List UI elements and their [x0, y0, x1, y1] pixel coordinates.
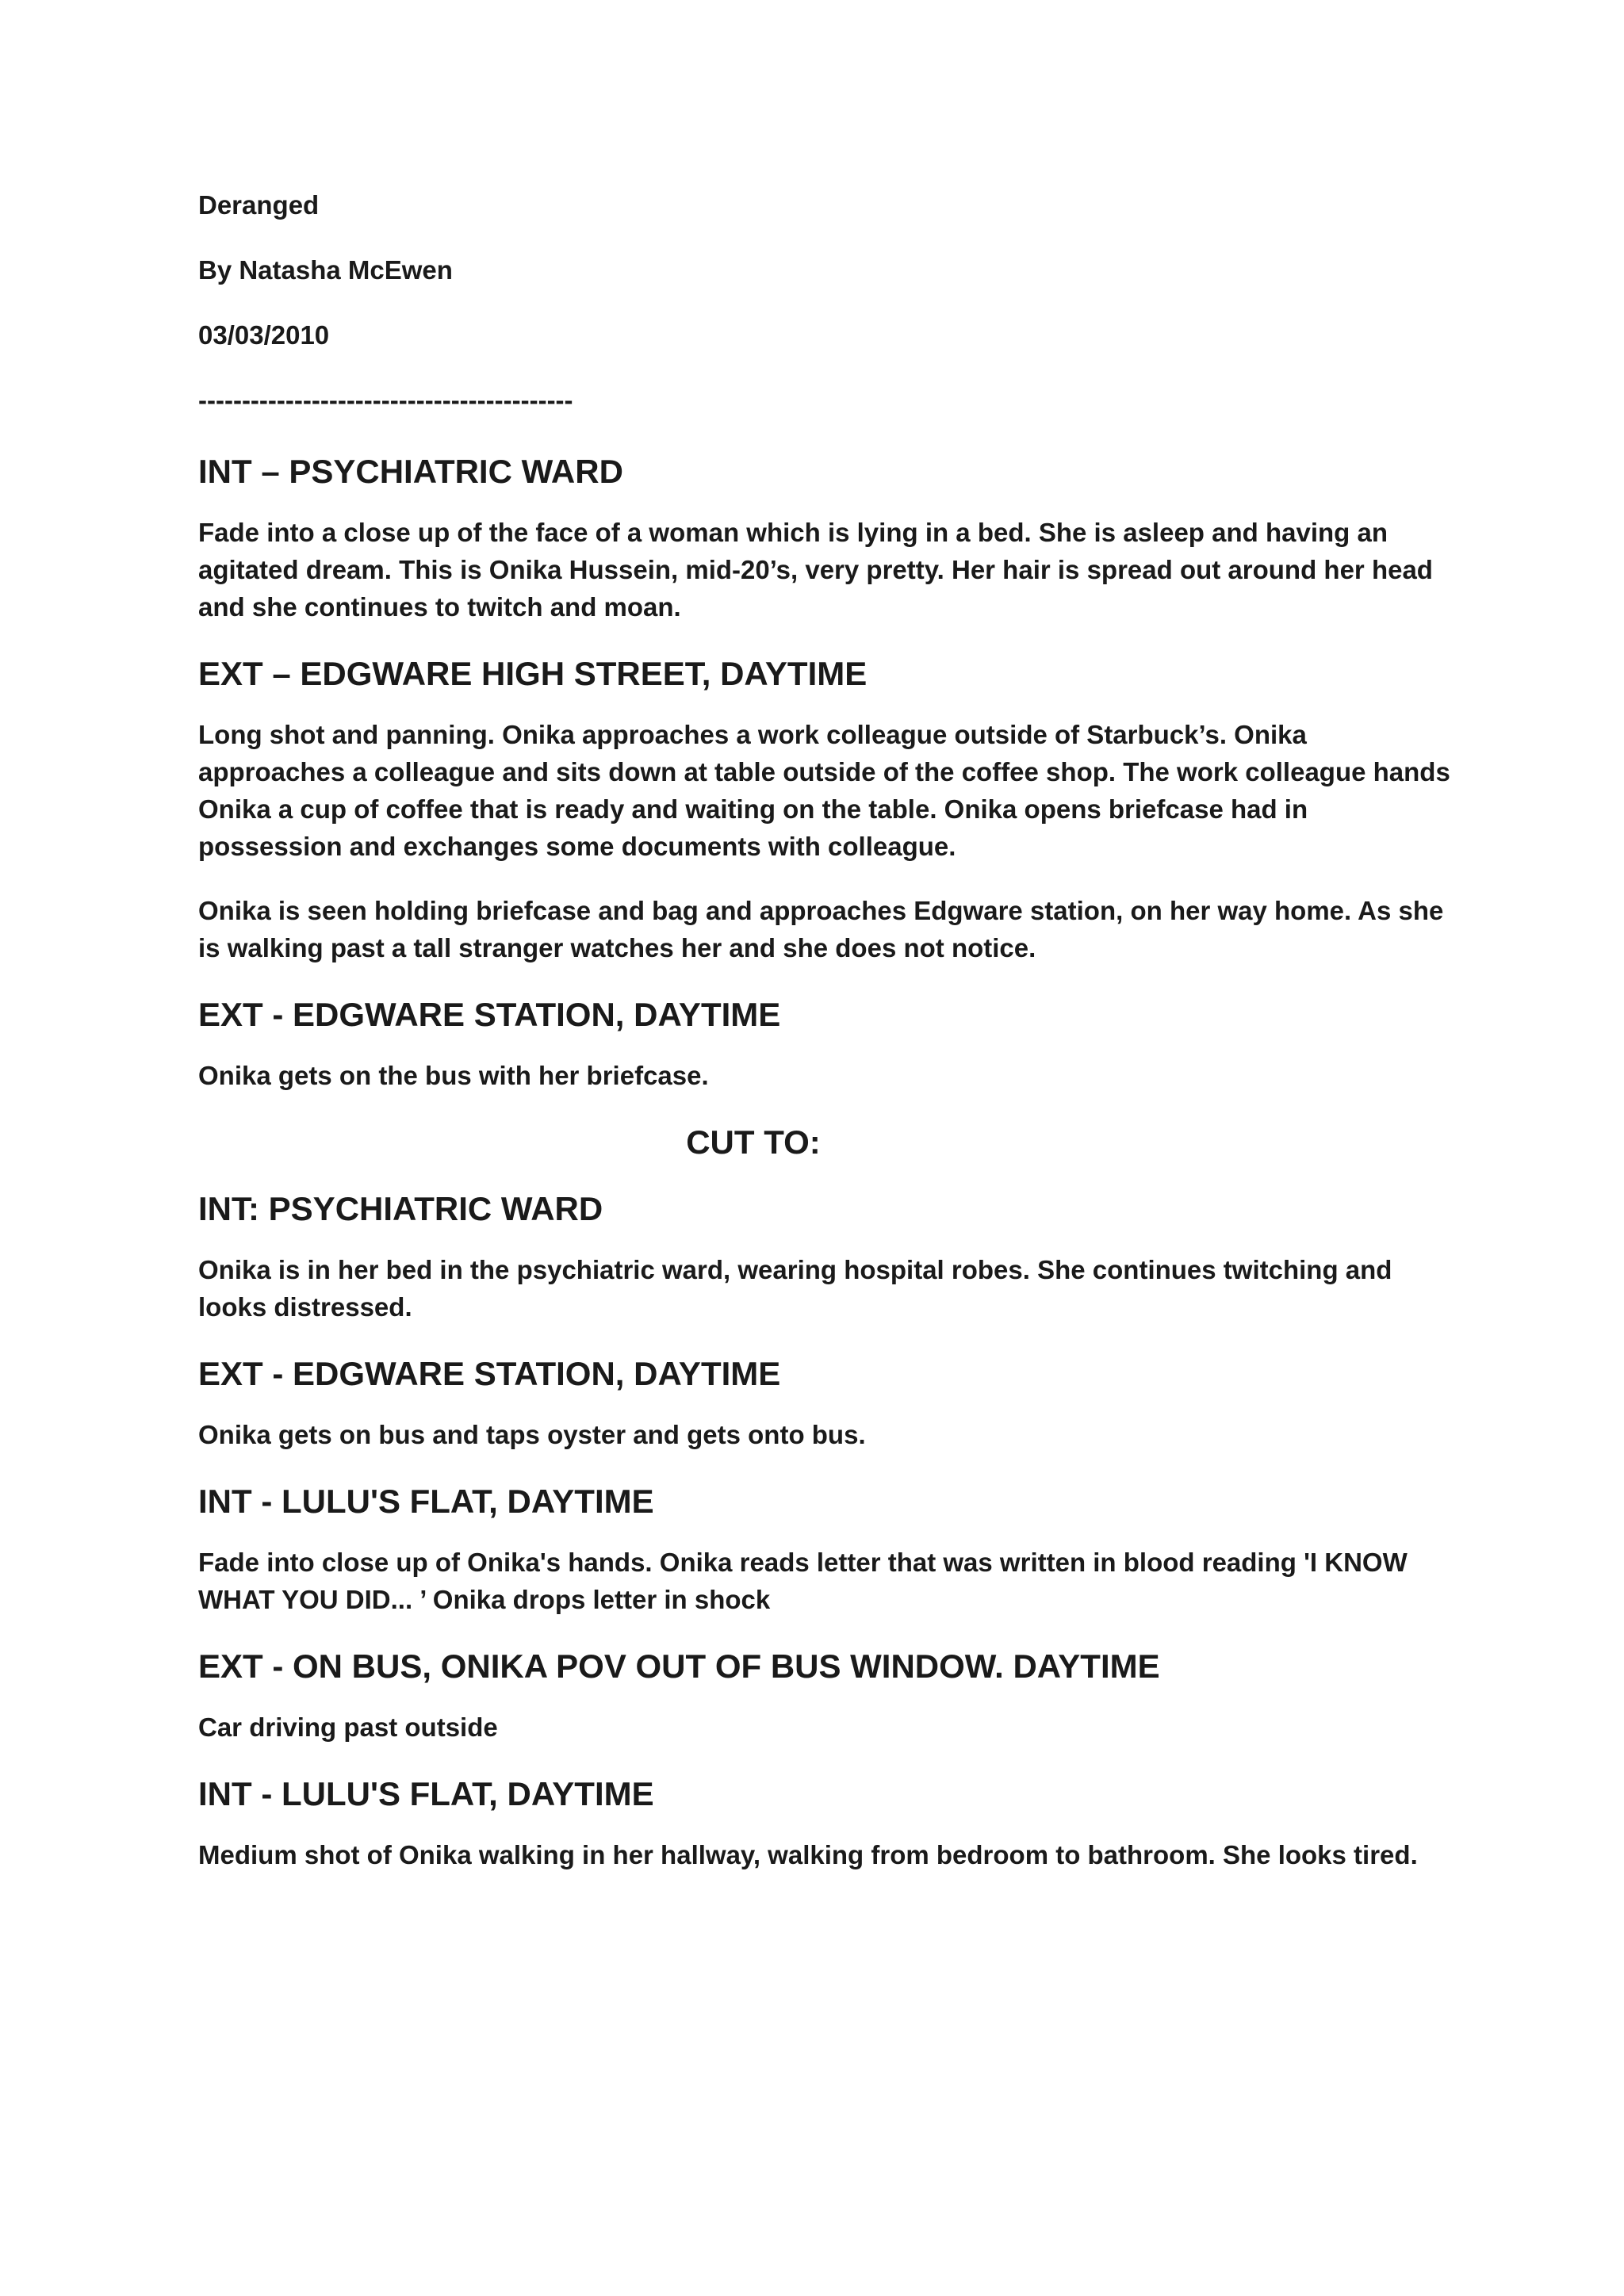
scene-heading: EXT – EDGWARE HIGH STREET, DAYTIME [198, 655, 868, 692]
script-date: 03/03/2010 [198, 320, 330, 350]
scene-heading: INT - LULU'S FLAT, DAYTIME [198, 1483, 654, 1520]
script-title: Deranged [198, 190, 320, 220]
scene-action: Onika is in her bed in the psychiatric ward, wearing hospital robes. She continues twitching and looks distressed. [198, 1255, 1392, 1322]
script-author: By Natasha McEwen [198, 255, 453, 285]
scene-heading: EXT - EDGWARE STATION, DAYTIME [198, 996, 781, 1033]
scene-transition: CUT TO: [686, 1123, 821, 1161]
scene-action: Fade into close up of Onika's hands. Onika reads letter that was written in blood reading 'I KNOW WHAT YOU DID... ’ Onika drops letter in shock [198, 1548, 1408, 1614]
scene-heading: INT – PSYCHIATRIC WARD [198, 453, 623, 490]
scene-heading: EXT - ON BUS, ONIKA POV OUT OF BUS WINDOW. DAYTIME [198, 1647, 1160, 1685]
scene-action: Car driving past outside [198, 1712, 498, 1742]
scene-action: Medium shot of Onika walking in her hallway, walking from bedroom to bathroom. She looks tired. [198, 1840, 1418, 1869]
scene-heading: INT - LULU'S FLAT, DAYTIME [198, 1775, 654, 1812]
scene-heading: EXT - EDGWARE STATION, DAYTIME [198, 1355, 781, 1392]
scene-action: Fade into a close up of the face of a woman which is lying in a bed. She is asleep and having an agitated dream. This is Onika Hussein, mid-20’s, very pretty. Her hair is spread out around her head and she continues to twitch and moan. [198, 518, 1433, 622]
script-page [198, 187, 1451, 1900]
scene-action: Long shot and panning. Onika approaches a work colleague outside of Starbuck’s. Onika approaches a colleague and sits down at table outside of the coffee shop. The work colleague hands Onika a cup of coffee that is ready and waiting on the table. Onika opens briefcase had in possession and exchanges some documents with colleague. [198, 720, 1450, 861]
scene-action: Onika gets on bus and taps oyster and gets onto bus. [198, 1420, 866, 1449]
scene-action: Onika is seen holding briefcase and bag and approaches Edgware station, on her way home. As she is walking past a tall stranger watches her and she does not notice. [198, 896, 1444, 962]
scene-action: Onika gets on the bus with her briefcase. [198, 1061, 709, 1090]
divider-line: ------------------------------------------- [198, 385, 573, 415]
scene-heading: INT: PSYCHIATRIC WARD [198, 1190, 603, 1227]
